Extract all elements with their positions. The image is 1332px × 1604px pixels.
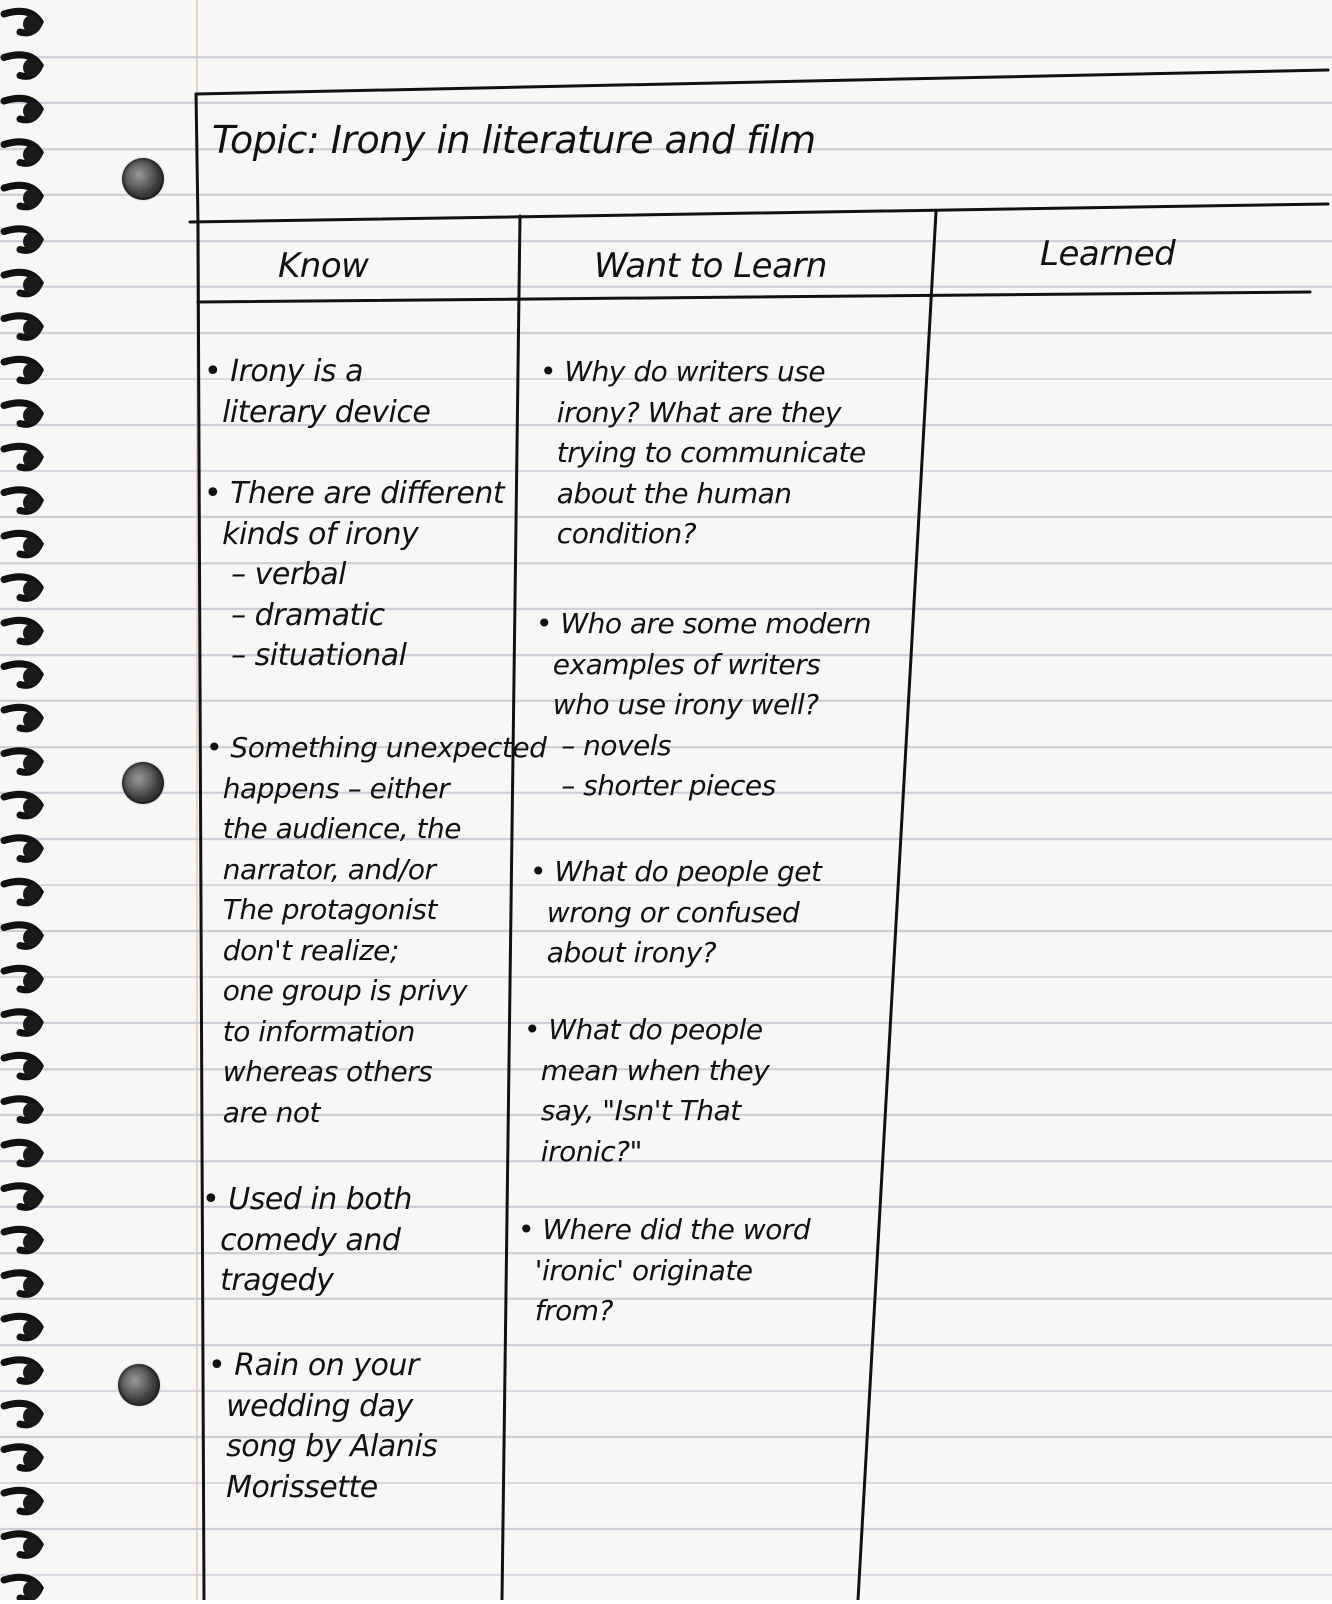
know-item-2: • There are different kinds of irony – verbal – dramatic – situational [204, 476, 505, 673]
spiral-coil [4, 1316, 41, 1338]
spiral-coil [4, 925, 41, 947]
want-item-5: • Where did the word 'ironic' originate from? [518, 1213, 811, 1327]
spiral-coil [4, 403, 41, 425]
spiral-coil [4, 1099, 41, 1121]
spiral-coil [4, 11, 41, 33]
spiral-coil [4, 1273, 41, 1295]
spiral-coil [4, 1490, 41, 1512]
margin-line [196, 0, 198, 1600]
spiral-coil [4, 1229, 41, 1251]
spiral-coil [4, 490, 41, 512]
spiral-coil [4, 620, 41, 642]
header-learned: Learned [1040, 234, 1176, 274]
spiral-coil [4, 359, 41, 381]
spiral-coil [4, 1055, 41, 1077]
spiral-coil [4, 1142, 41, 1164]
want-item-4: • What do people mean when they say, "Isn't That ironic?" [524, 1013, 770, 1168]
know-item-1: • Irony is a literary device [204, 354, 431, 430]
spiral-binding [0, 0, 60, 1600]
spiral-coil [4, 1403, 41, 1425]
spiral-coil [4, 229, 41, 251]
spiral-coil [4, 533, 41, 555]
spiral-coil [4, 1447, 41, 1469]
spiral-coil [4, 794, 41, 816]
spiral-coil [4, 968, 41, 990]
spiral-coil [4, 55, 41, 77]
want-item-3: • What do people get wrong or confused about irony? [530, 855, 822, 969]
spiral-coil [4, 707, 41, 729]
know-item-4: • Used in both comedy and tragedy [202, 1182, 412, 1298]
punch-hole-top [122, 158, 164, 200]
spiral-coils [0, 0, 60, 1600]
spiral-coil [4, 838, 41, 860]
spiral-coil [4, 446, 41, 468]
learned-column-empty [940, 300, 1310, 1590]
spiral-coil [4, 1186, 41, 1208]
spiral-coil [4, 98, 41, 120]
spiral-coil [4, 142, 41, 164]
spiral-coil [4, 185, 41, 207]
spiral-coil [4, 316, 41, 338]
want-item-1: • Why do writers use irony? What are they trying to communicate about the human condition? [540, 355, 866, 550]
spiral-coil [4, 1360, 41, 1382]
spiral-coil [4, 881, 41, 903]
spiral-coil [4, 577, 41, 599]
punch-hole-middle [122, 762, 164, 804]
want-item-2: • Who are some modern examples of writers who use irony well? – novels – shorter pieces [536, 607, 871, 802]
header-know: Know [278, 246, 369, 286]
know-item-5: • Rain on your wedding day song by Alanis Morissette [208, 1348, 438, 1505]
spiral-coil [4, 272, 41, 294]
chart-top-line [190, 204, 1328, 222]
spiral-coil [4, 751, 41, 773]
header-want-to-learn: Want to Learn [594, 246, 827, 286]
topic-box-top-line [196, 70, 1328, 94]
topic-title: Topic: Irony in literature and film [212, 118, 816, 162]
punch-hole-bottom [118, 1364, 160, 1406]
column-divider-2 [858, 212, 936, 1600]
spiral-coil [4, 1534, 41, 1556]
know-item-3: • Something unexpected happens – either the audience, the narrator, and/or The protagonist don't realize; one group is privy to information whereas others are not [206, 731, 547, 1129]
spiral-coil [4, 1577, 41, 1599]
spiral-coil [4, 1012, 41, 1034]
spiral-coil [4, 664, 41, 686]
